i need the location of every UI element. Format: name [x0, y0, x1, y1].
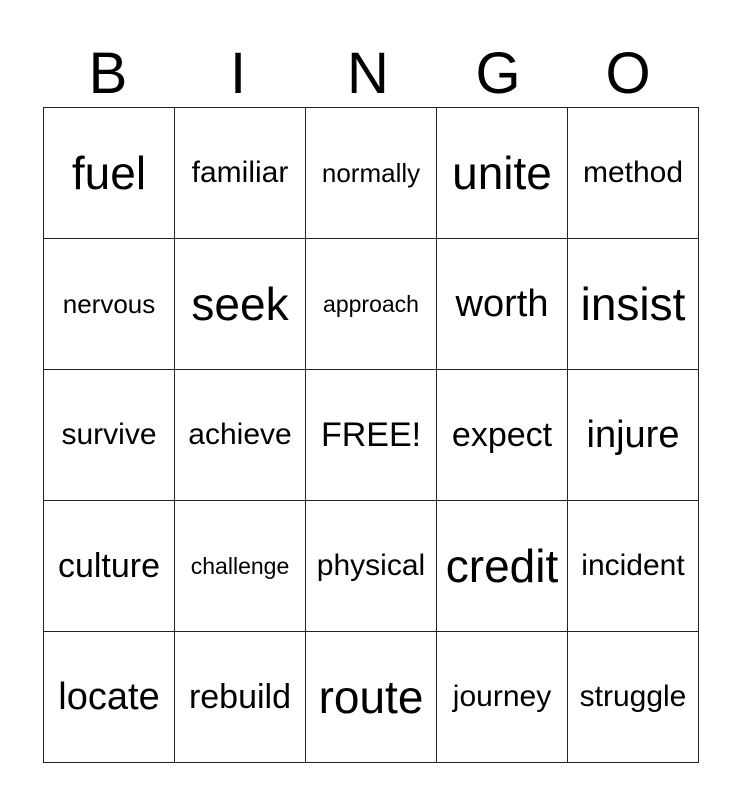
bingo-cell[interactable]: injure [568, 370, 699, 501]
bingo-cell[interactable]: seek [175, 239, 306, 370]
bingo-cell[interactable]: familiar [175, 108, 306, 239]
bingo-cell[interactable]: worth [437, 239, 568, 370]
header-letter-o: O [605, 41, 651, 106]
bingo-cell[interactable]: struggle [568, 632, 699, 763]
bingo-cell[interactable]: insist [568, 239, 699, 370]
bingo-cell[interactable]: journey [437, 632, 568, 763]
bingo-cell[interactable]: culture [44, 501, 175, 632]
bingo-cell[interactable]: physical [306, 501, 437, 632]
header-letter-i: I [229, 41, 247, 106]
bingo-cell[interactable]: achieve [175, 370, 306, 501]
bingo-cell[interactable]: method [568, 108, 699, 239]
board-row [44, 370, 699, 501]
bingo-cell[interactable]: fuel [44, 108, 175, 239]
bingo-cell[interactable]: incident [568, 501, 699, 632]
board-row [44, 632, 699, 763]
header-letter-g: G [475, 41, 521, 106]
bingo-cell[interactable]: approach [306, 239, 437, 370]
bingo-cell[interactable]: survive [44, 370, 175, 501]
bingo-board [43, 107, 699, 763]
board-row [44, 501, 699, 632]
header-letter-n: N [347, 41, 389, 106]
bingo-cell[interactable]: route [306, 632, 437, 763]
board-row [44, 108, 699, 239]
bingo-cell[interactable]: unite [437, 108, 568, 239]
free-space-cell[interactable]: FREE! [306, 370, 437, 501]
board-row [44, 239, 699, 370]
header-letter-b: B [88, 41, 128, 106]
bingo-cell[interactable]: rebuild [175, 632, 306, 763]
bingo-cell[interactable]: credit [437, 501, 568, 632]
bingo-cell[interactable]: expect [437, 370, 568, 501]
bingo-cell[interactable]: normally [306, 108, 437, 239]
bingo-cell[interactable]: challenge [175, 501, 306, 632]
bingo-cell[interactable]: locate [44, 632, 175, 763]
bingo-header [43, 40, 693, 108]
bingo-cell[interactable]: nervous [44, 239, 175, 370]
